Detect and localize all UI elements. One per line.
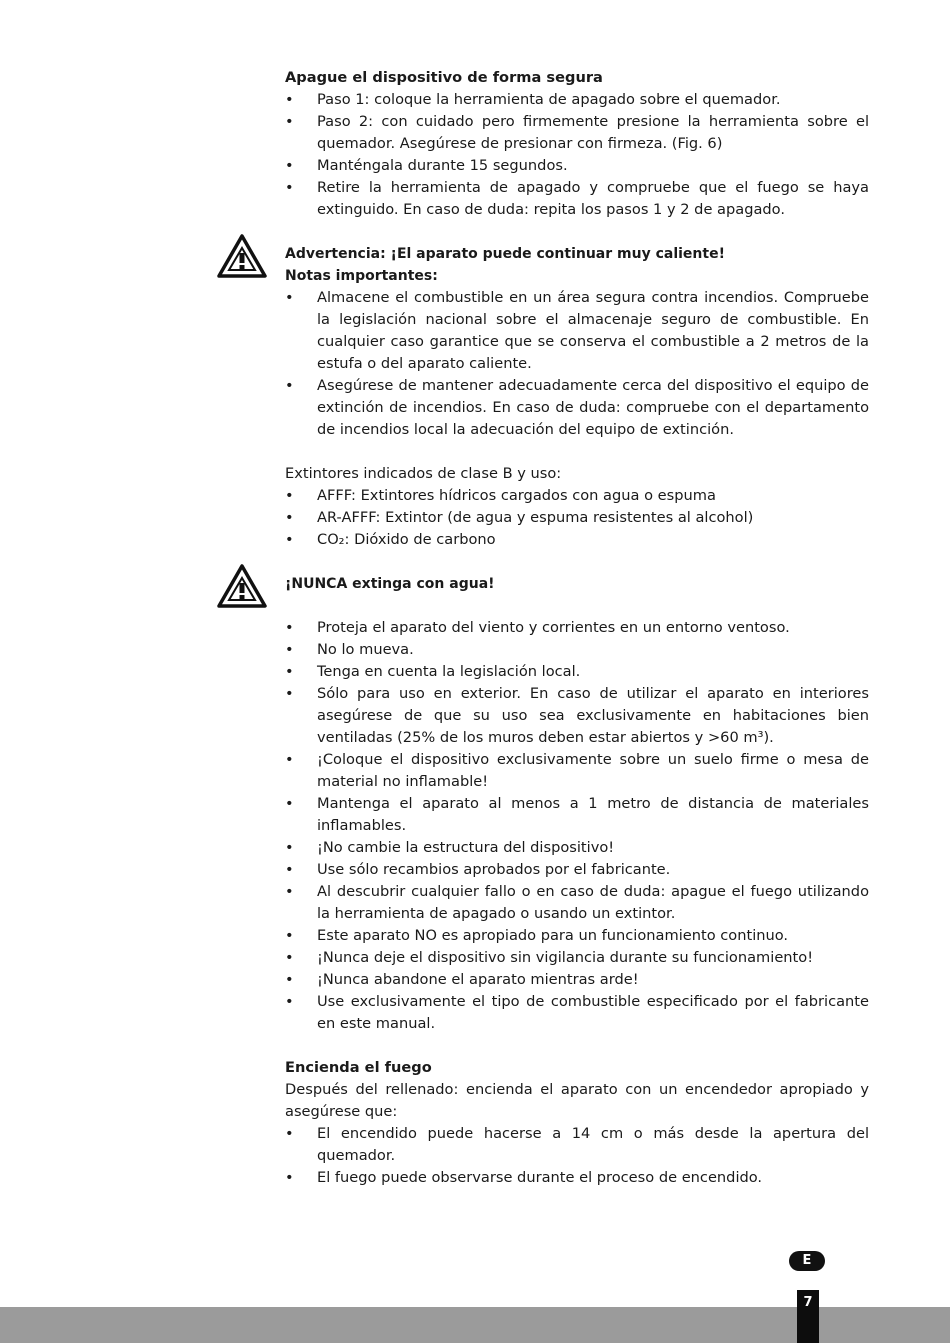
shutdown-steps-list (285, 89, 869, 221)
list-item: • Tenga en cuenta la legislación local. (285, 661, 869, 683)
list-item: • Use sólo recambios aprobados por el fabricante. (285, 859, 869, 881)
list-item: • El encendido puede hacerse a 14 cm o más desde la apertura del quemador. (285, 1123, 869, 1167)
list-item: • Use exclusivamente el tipo de combustible especificado por el fabricante en este manual. (285, 991, 869, 1035)
list-item: • Este aparato NO es apropiado para un funcionamiento continuo. (285, 925, 869, 947)
page-number: 7 (797, 1290, 819, 1343)
list-item: • ¡No cambie la estructura del dispositivo! (285, 837, 869, 859)
list-item: • Asegúrese de mantener adecuadamente cerca del dispositivo el equipo de extinción de incendios. En caso de duda: compruebe con el departamento de incendios local la adecuación del equipo de extinción. (285, 375, 869, 441)
list-item: • Retire la herramienta de apagado y compruebe que el fuego se haya extinguido. En caso de duda: repita los pasos 1 y 2 de apagado. (285, 177, 869, 221)
list-item: • AFFF: Extintores hídricos cargados con agua o espuma (285, 485, 869, 507)
extinguishers-list (285, 485, 869, 551)
notes-list (285, 287, 869, 441)
section-heading-shutdown: Apague el dispositivo de forma segura (285, 69, 603, 86)
list-item: • ¡Nunca abandone el aparato mientras arde! (285, 969, 869, 991)
list-item: • Al descubrir cualquier fallo o en caso de duda: apague el fuego utilizando la herramienta de apagado o usando un extintor. (285, 881, 869, 925)
notes-heading: Notas importantes: (285, 268, 438, 284)
language-badge: E (789, 1251, 825, 1271)
list-item: • Mantenga el aparato al menos a 1 metro de distancia de materiales inflamables. (285, 793, 869, 837)
extinguishers-intro: Extintores indicados de clase B y uso: (285, 465, 562, 482)
list-item: • Proteja el aparato del viento y corrientes en un entorno ventoso. (285, 617, 869, 639)
section-heading-ignite: Encienda el fuego (285, 1059, 432, 1076)
warning-triangle-icon (216, 563, 268, 609)
list-item: • Paso 1: coloque la herramienta de apagado sobre el quemador. (285, 89, 869, 111)
safety-rules-list (285, 617, 869, 1035)
ignite-list (285, 1123, 869, 1189)
ignite-intro: Después del rellenado: encienda el aparato con un encendedor apropiado y asegúrese que: (285, 1081, 869, 1120)
list-item: • AR-AFFF: Extintor (de agua y espuma resistentes al alcohol) (285, 507, 869, 529)
main-content (285, 67, 869, 1189)
list-item: • Almacene el combustible en un área segura contra incendios. Compruebe la legislación nacional sobre el almacenaje seguro de combustible. En cualquier caso garantice que se conserva el combustible a 2 metros de la estufa o del aparato caliente. (285, 287, 869, 375)
list-item: • CO₂: Dióxido de carbono (285, 529, 869, 551)
list-item: • Manténgala durante 15 segundos. (285, 155, 869, 177)
warning-triangle-icon (216, 233, 268, 279)
list-item: • El fuego puede observarse durante el proceso de encendido. (285, 1167, 869, 1189)
warning-water-text: ¡NUNCA extinga con agua! (285, 576, 495, 592)
list-item: • ¡Nunca deje el dispositivo sin vigilancia durante su funcionamiento! (285, 947, 869, 969)
warning-hot-text: Advertencia: ¡El aparato puede continuar muy caliente! (285, 246, 725, 262)
list-item: • Paso 2: con cuidado pero firmemente presione la herramienta sobre el quemador. Asegúrese de presionar con firmeza. (Fig. 6) (285, 111, 869, 155)
list-item: • ¡Coloque el dispositivo exclusivamente sobre un suelo firme o mesa de material no inflamable! (285, 749, 869, 793)
list-item: • No lo mueva. (285, 639, 869, 661)
list-item: • Sólo para uso en exterior. En caso de utilizar el aparato en interiores asegúrese de que su uso sea exclusivamente en habitaciones bien ventiladas (25% de los muros deben estar abiertos y >60 m³). (285, 683, 869, 749)
